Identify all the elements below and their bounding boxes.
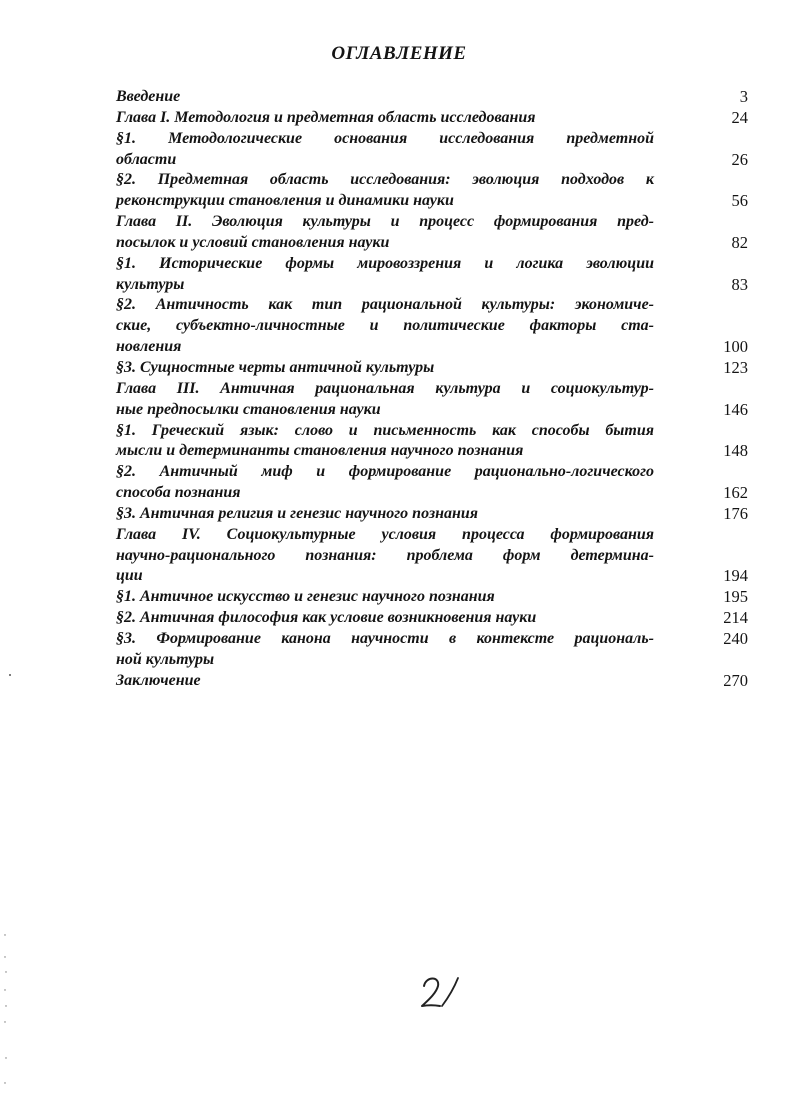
toc-page-number: 82 bbox=[731, 232, 748, 252]
toc-entry bbox=[116, 358, 748, 379]
toc-entry-title: новления bbox=[116, 338, 182, 356]
toc-entry bbox=[116, 504, 748, 525]
toc-entry-title: ские, субъектно-личностные и политические факторы ста- bbox=[116, 317, 654, 335]
toc-page-number: 194 bbox=[723, 566, 748, 586]
toc-page-number: 148 bbox=[723, 441, 748, 461]
toc-entry-title: Глава IV. Социокультурные условия процесса формирования bbox=[116, 525, 654, 543]
toc-line bbox=[116, 108, 748, 129]
toc-page-number: 3 bbox=[739, 87, 748, 106]
toc-entry-title: Глава III. Античная рациональная культура и социокультур- bbox=[116, 379, 654, 397]
toc-line bbox=[116, 608, 748, 629]
toc-entry-title: §3. Античная религия и генезис научного познания bbox=[116, 504, 478, 522]
toc-entry bbox=[116, 525, 748, 588]
toc-line bbox=[116, 316, 748, 337]
toc-line bbox=[116, 150, 748, 171]
toc-page-number: 195 bbox=[723, 587, 748, 607]
toc-entry bbox=[116, 87, 748, 108]
toc-page-number: 240 bbox=[723, 628, 748, 648]
toc-entry bbox=[116, 421, 748, 463]
toc-entry-title: §1. Методологические основания исследования предметной bbox=[116, 129, 654, 147]
toc-line bbox=[116, 212, 748, 233]
toc-entry bbox=[116, 295, 748, 358]
toc-entry bbox=[116, 212, 748, 254]
toc-entry-title: ции bbox=[116, 567, 143, 585]
toc-line bbox=[116, 254, 748, 275]
toc-entry-title: культуры bbox=[116, 275, 185, 293]
toc-line bbox=[116, 629, 748, 650]
toc-line bbox=[116, 462, 748, 483]
toc-line bbox=[116, 87, 748, 108]
page-title: ОГЛАВЛЕНИЕ bbox=[331, 43, 467, 64]
toc-page-number: 100 bbox=[723, 337, 748, 357]
toc-line bbox=[116, 358, 748, 379]
toc-line bbox=[116, 400, 748, 421]
scan-specks bbox=[0, 0, 40, 1093]
toc-line bbox=[116, 233, 748, 254]
toc-entry bbox=[116, 587, 748, 608]
toc-entry bbox=[116, 671, 748, 692]
toc-entry bbox=[116, 462, 748, 504]
toc-entry bbox=[116, 379, 748, 421]
toc-page-number: 162 bbox=[723, 483, 748, 503]
toc-line bbox=[116, 671, 748, 692]
toc-entry-title: ные предпосылки становления науки bbox=[116, 400, 381, 418]
toc-entry-title: способа познания bbox=[116, 484, 241, 502]
toc-entry-title: §2. Античность как тип рациональной культуры: экономиче- bbox=[116, 296, 654, 314]
toc-page-number: 26 bbox=[731, 149, 748, 169]
toc-entry bbox=[116, 170, 748, 212]
toc-page-number: 176 bbox=[723, 503, 748, 523]
toc-entry-title: §2. Предметная область исследования: эволюция подходов к bbox=[116, 171, 654, 189]
toc-page-number: 56 bbox=[731, 191, 748, 211]
toc-entry-title: научно-рационального познания: проблема форм детермина- bbox=[116, 546, 654, 564]
toc-line bbox=[116, 546, 748, 567]
toc-line bbox=[116, 504, 748, 525]
toc-line bbox=[116, 441, 748, 462]
toc-entry-title: ной культуры bbox=[116, 650, 215, 668]
toc-line bbox=[116, 525, 748, 546]
toc-entry-title: реконструкции становления и динамики науки bbox=[116, 192, 454, 210]
toc-line bbox=[116, 275, 748, 296]
toc-entry-title: §2. Античный миф и формирование рационально-логического bbox=[116, 463, 654, 481]
toc-entry bbox=[116, 608, 748, 629]
toc-line bbox=[116, 295, 748, 316]
toc-entry bbox=[116, 108, 748, 129]
toc-page-number: 83 bbox=[731, 274, 748, 294]
toc-entry-title: §1. Греческий язык: слово и письменность как способы бытия bbox=[116, 421, 654, 439]
toc-line bbox=[116, 379, 748, 400]
toc-page-number: 270 bbox=[723, 670, 748, 690]
toc-line bbox=[116, 587, 748, 608]
handwritten-page-number bbox=[418, 972, 462, 1012]
toc-entry-title: посылок и условий становления науки bbox=[116, 233, 390, 251]
toc-line bbox=[116, 337, 748, 358]
toc-line bbox=[116, 483, 748, 504]
toc-page-number: 214 bbox=[723, 608, 748, 628]
toc-entry-title: §2. Античная философия как условие возникновения науки bbox=[116, 609, 537, 627]
toc-line bbox=[116, 421, 748, 442]
toc-line bbox=[116, 129, 748, 150]
toc-page-number: 123 bbox=[723, 357, 748, 377]
toc-entry-title: §1. Исторические формы мировоззрения и логика эволюции bbox=[116, 254, 654, 272]
toc-entry-title: области bbox=[116, 150, 177, 168]
toc-entry bbox=[116, 629, 748, 671]
toc-line bbox=[116, 170, 748, 191]
toc-page-number: 24 bbox=[731, 107, 748, 127]
toc-entry-title: Заключение bbox=[116, 671, 201, 689]
toc-entry bbox=[116, 254, 748, 296]
toc-entry-title: Введение bbox=[116, 88, 181, 105]
toc-page-number: 146 bbox=[723, 399, 748, 419]
toc-line bbox=[116, 650, 748, 671]
toc-entry-title: §3. Сущностные черты античной культуры bbox=[116, 358, 435, 376]
toc-entry-title: Глава II. Эволюция культуры и процесс формирования пред- bbox=[116, 213, 654, 231]
toc-entry-title: мысли и детерминанты становления научного познания bbox=[116, 442, 524, 460]
toc-line bbox=[116, 566, 748, 587]
toc-entry-title: Глава I. Методология и предметная область исследования bbox=[116, 108, 536, 126]
table-of-contents bbox=[116, 87, 748, 691]
toc-entry-title: §1. Античное искусство и генезис научного познания bbox=[116, 588, 495, 606]
handwritten-page-number-mark bbox=[418, 972, 462, 1012]
toc-entry-title: §3. Формирование канона научности в контексте рациональ- bbox=[116, 629, 654, 647]
toc-line bbox=[116, 191, 748, 212]
toc-entry bbox=[116, 129, 748, 171]
